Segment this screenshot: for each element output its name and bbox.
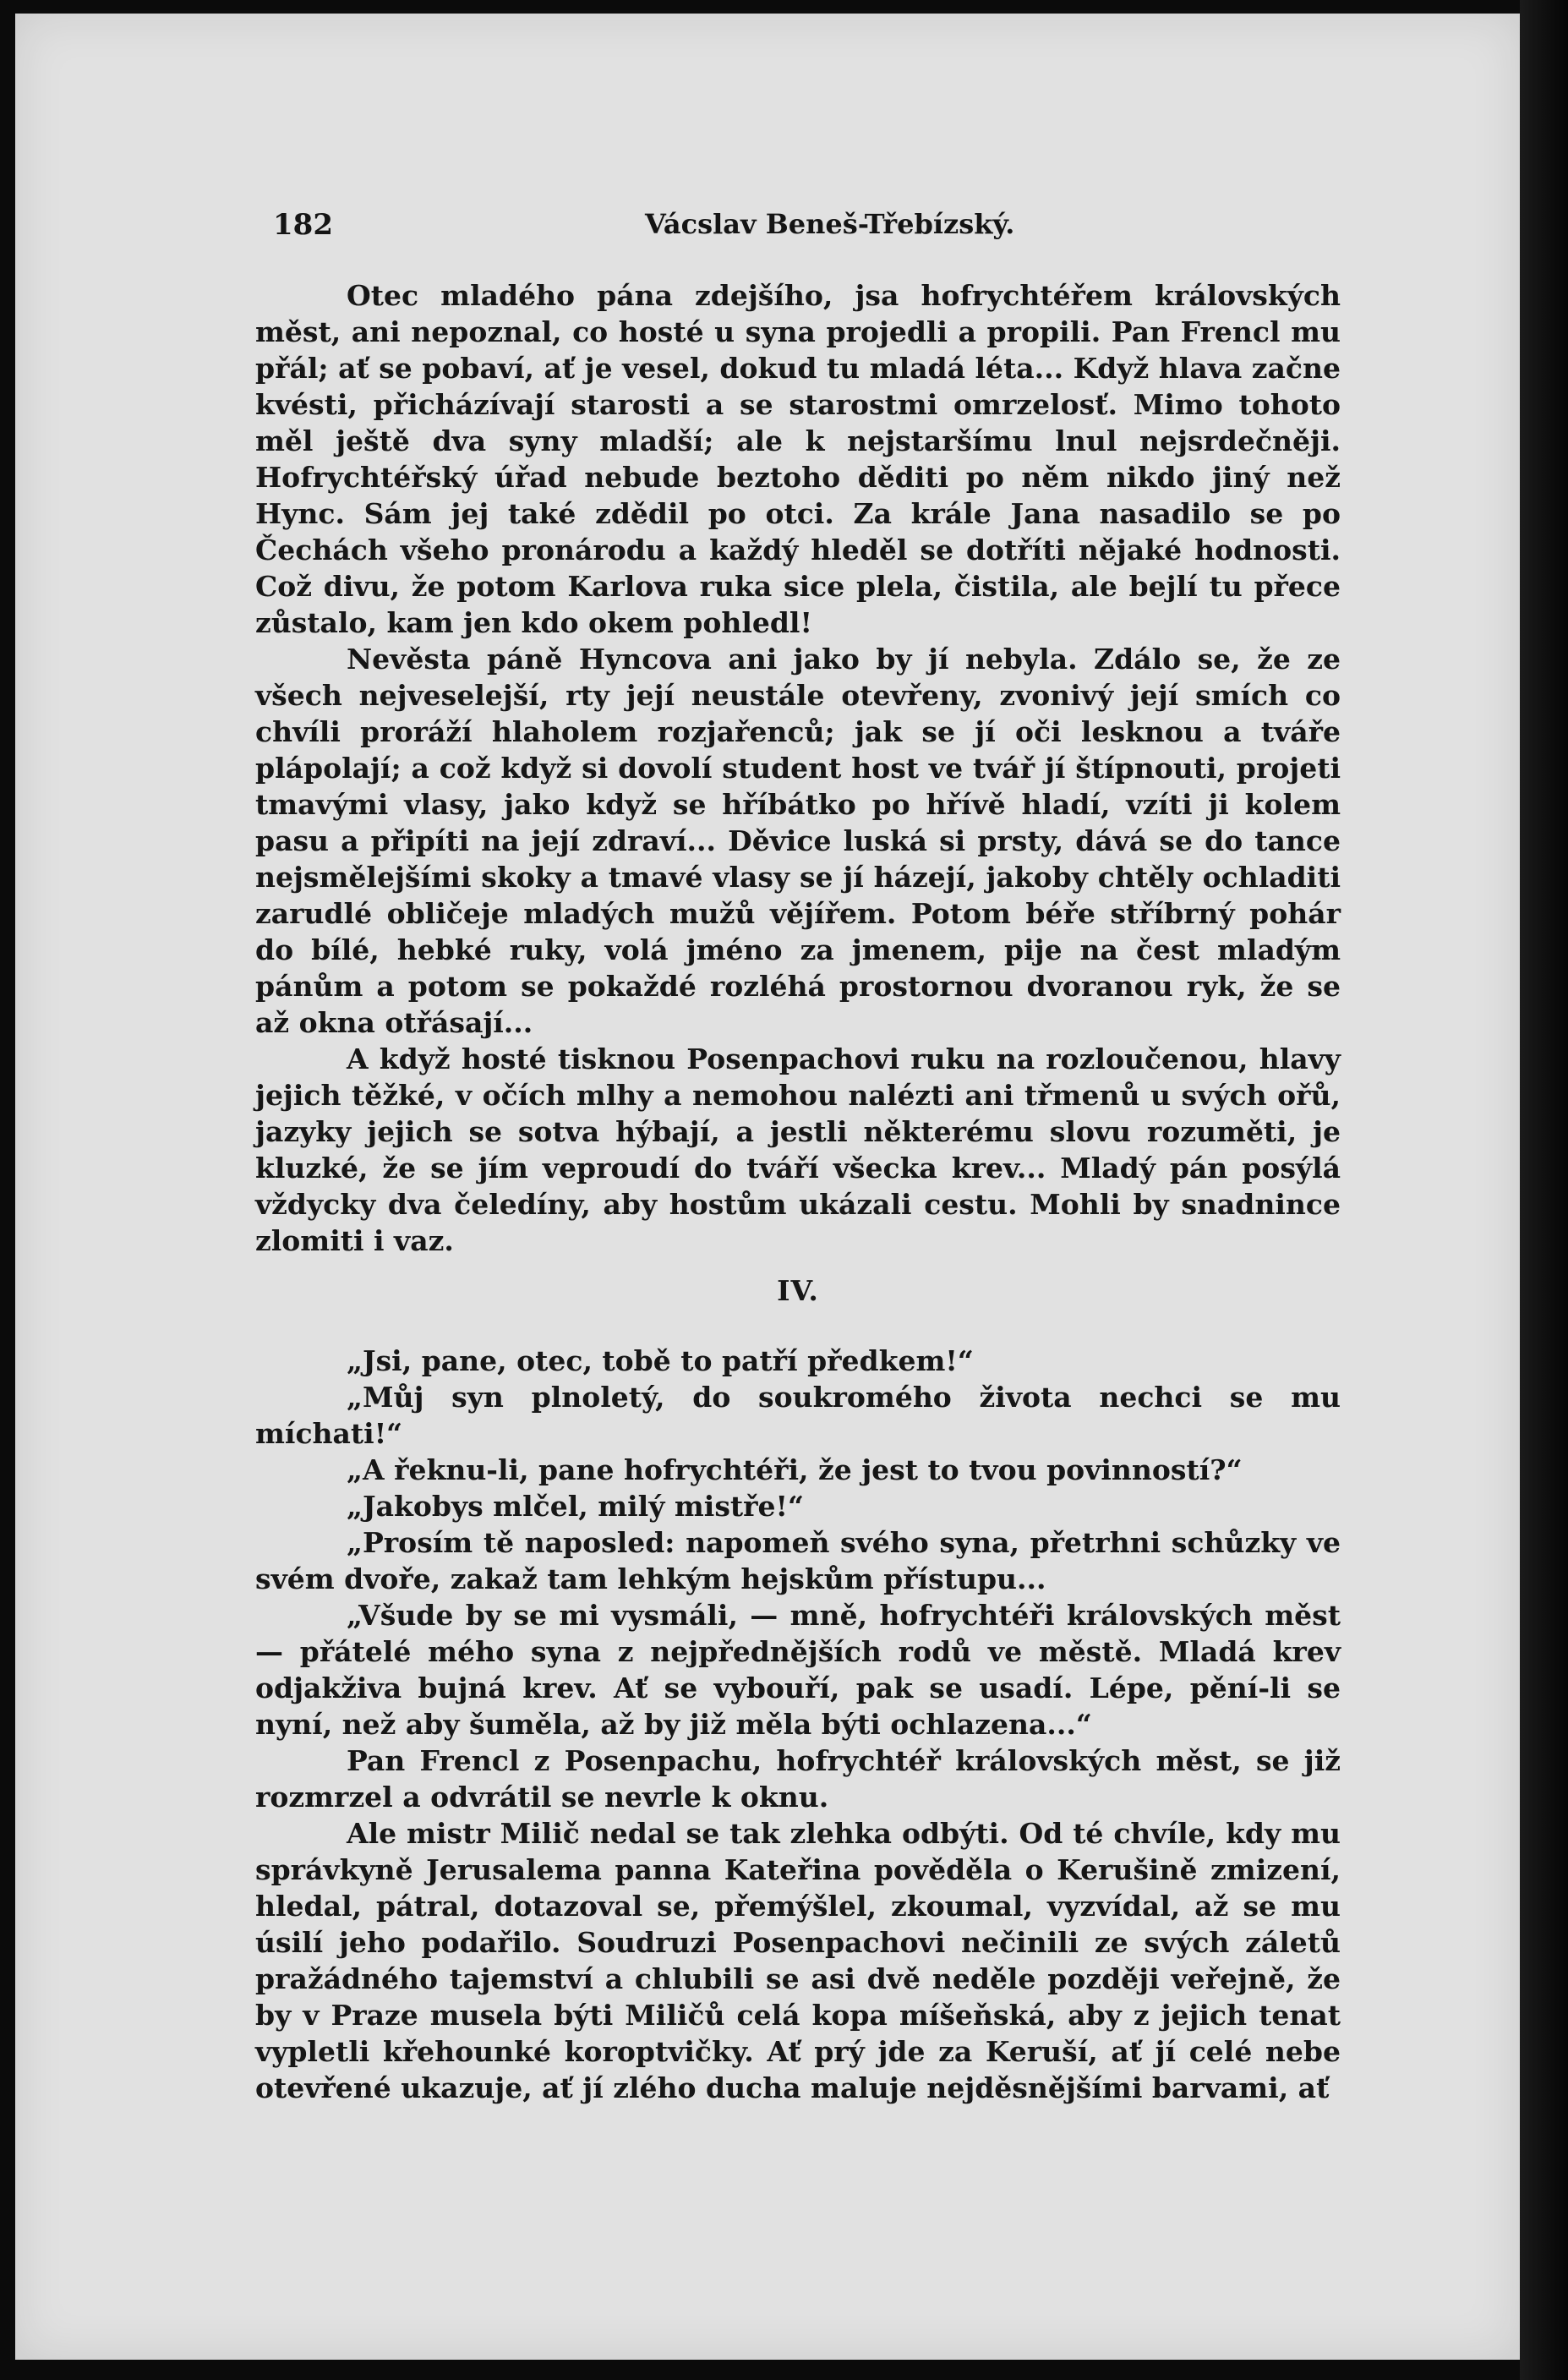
page-header xyxy=(256,200,1355,259)
dialogue-line: „A řeknu-li, pane hofrychtéři, že jest to tvou povinností?“ xyxy=(347,1453,1243,1486)
dialogue-line: „Můj syn plnoletý, do soukromého života nechci se mu míchati!“ xyxy=(255,1381,1341,1450)
dialogue-line: „Jakobys mlčel, milý mistře!“ xyxy=(347,1490,805,1523)
scan-edge-shadow xyxy=(1520,0,1568,2380)
body-text xyxy=(255,277,1341,2106)
paragraph: Nevěsta páně Hyncova ani jako by jí nebyla. Zdálo se, že ze všech nejveselejší, rty její neustále otevřeny, zvonivý její smích co chvíli proráží hlaholem rozjařenců; jak se jí oči lesknou a tváře plápolají; a což když si dovolí student host ve tvář jí štípnouti, projeti tmavými vlasy, jako když se hříbátko po hřívě hladí, vzíti ji kolem pasu a připíti na její zdraví... Děvice luská si prsty, dává se do tance nejsmělejšími skoky a tmavé vlasy se jí házejí, jakoby chtěly ochladiti zarudlé obličeje mladých mužů vějířem. Potom béře stříbrný pohár do bílé, hebké ruky, volá jméno za jmenem, pije na čest mladým pánům a potom se pokaždé rozléhá prostornou dvoranou ryk, že se až okna otřásají... xyxy=(255,643,1341,1039)
section-heading: IV. xyxy=(777,1274,819,1307)
dialogue-line: „Jsi, pane, otec, tobě to patří předkem!“ xyxy=(347,1344,974,1377)
running-title: Vácslav Beneš-Třebízský. xyxy=(645,208,1015,240)
paragraph: Ale mistr Milič nedal se tak zlehka odbýti. Od té chvíle, kdy mu správkyně Jerusalema panna Kateřina pověděla o Kerušině zmizení, hledal, pátral, dotazoval se, přemýšlel, zkoumal, vyzvídal, až se mu úsilí jeho podařilo. Soudruzi Posenpachovi nečinili ze svých záletů pražádného tajemství a chlubili se asi dvě neděle později veřejně, že by v Praze musela býti Miličů celá kopa míšeňská, aby z jejich tenat vypletli křehounké koroptvičky. Ať prý jde za Keruší, ať jí celé nebe otevřené ukazuje, ať jí zlého ducha maluje nejděsnějšími barvami, ať xyxy=(255,1817,1341,2104)
dialogue-line: „Prosím tě naposled: napomeň svého syna, přetrhni schůzky ve svém dvoře, zakaž tam lehkým hejskům přístupu... xyxy=(255,1526,1341,1595)
paragraph: A když hosté tisknou Posenpachovi ruku na rozloučenou, hlavy jejich těžké, v očích mlhy a nemohou nalézti ani třmenů u svých ořů, jazyky jejich se sotva hýbají, a jestli některému slovu rozuměti, je kluzké, že se jím veproudí do tváří všecka krev... Mladý pán posýlá vždycky dva čeledíny, aby hostům ukázali cestu. Mohli by snadnince zlomiti i vaz. xyxy=(255,1042,1341,1257)
dialogue-line: „Všude by se mi vysmáli, — mně, hofrychtéři královských měst — přátelé mého syna z nejpřednějších rodů ve městě. Mladá krev odjakživa bujná krev. Ať se vybouří, pak se usadí. Lépe, pění-li se nyní, než aby šuměla, až by již měla býti ochlazena...“ xyxy=(255,1599,1341,1741)
paragraph: Pan Frencl z Posenpachu, hofrychtéř královských měst, se již rozmrzel a odvrátil se nevrle k oknu. xyxy=(255,1744,1341,1814)
paragraph: Otec mladého pána zdejšího, jsa hofrychtéřem královských měst, ani nepoznal, co hosté u syna projedli a propili. Pan Frencl mu přál; ať se pobaví, ať je vesel, dokud tu mladá léta... Když hlava začne kvésti, přicházívají starosti a se starostmi omrzelosť. Mimo tohoto měl ještě dva syny mladší; ale k nejstaršímu lnul nejsrdečněji. Hofrychtéřský úřad nebude beztoho děditi po něm nikdo jiný než Hync. Sám jej také zdědil po otci. Za krále Jana nasadilo se po Čechách všeho pronárodu a každý hleděl se dotříti nějaké hodnosti. Což divu, že potom Karlova ruka sice plela, čistila, ale bejlí tu přece zůstalo, kam jen kdo okem pohledl! xyxy=(255,279,1341,639)
page-number: 182 xyxy=(273,208,333,242)
